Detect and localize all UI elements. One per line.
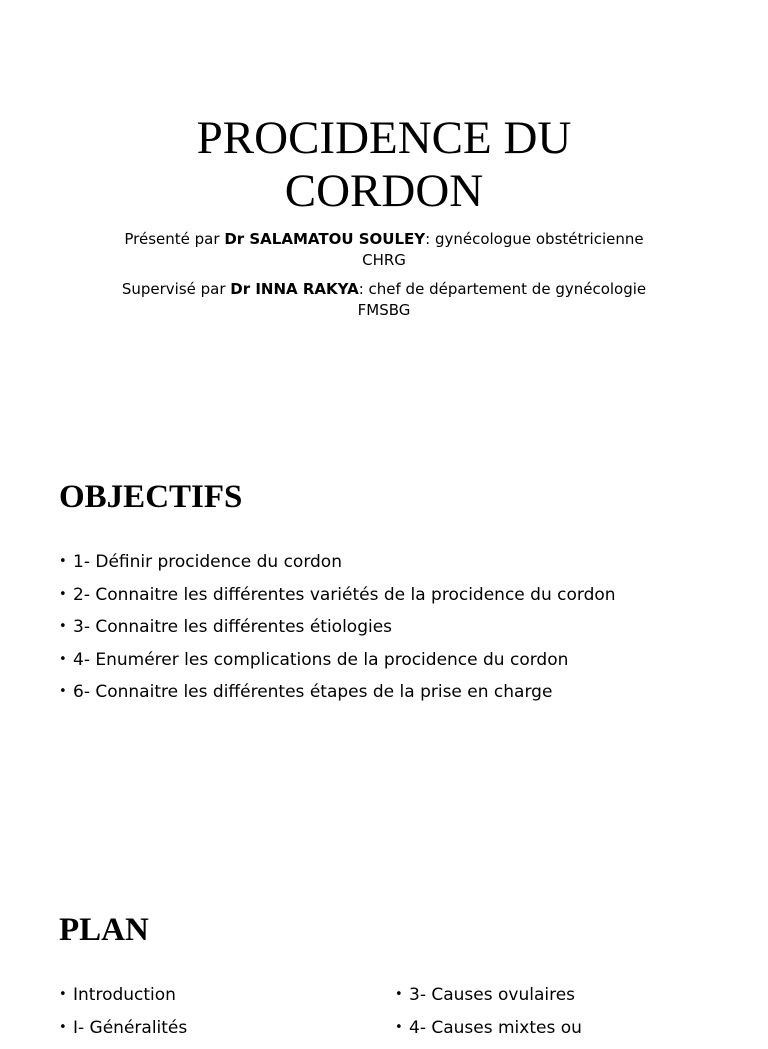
list-item-text: 3- Connaitre les différentes étiologies bbox=[73, 617, 392, 637]
list-item bbox=[59, 584, 616, 617]
presenter-role: : gynécologue obstétricienne bbox=[425, 230, 643, 248]
bullet-icon: • bbox=[395, 984, 403, 1005]
presentation-title bbox=[0, 112, 768, 218]
list-item-text: 2- Connaitre les différentes variétés de la procidence du cordon bbox=[73, 585, 616, 605]
presenter-credit bbox=[84, 229, 684, 271]
plan-list-right bbox=[395, 984, 582, 1049]
list-item bbox=[59, 616, 616, 649]
bullet-icon: • bbox=[59, 649, 67, 670]
title-line-1: PROCIDENCE DU bbox=[197, 112, 572, 164]
bullet-icon: • bbox=[59, 584, 67, 605]
list-item bbox=[59, 649, 616, 682]
supervisor-role: : chef de département de gynécologie bbox=[359, 280, 646, 298]
list-item-text: 4- Causes mixtes ou bbox=[409, 1018, 582, 1038]
objectifs-heading: OBJECTIFS bbox=[59, 477, 242, 517]
list-item bbox=[395, 1017, 582, 1049]
supervisor-affiliation: FMSBG bbox=[358, 301, 411, 319]
bullet-icon: • bbox=[59, 984, 67, 1005]
list-item bbox=[59, 551, 616, 584]
bullet-icon: • bbox=[59, 1017, 67, 1038]
supervisor-credit bbox=[84, 279, 684, 321]
list-item bbox=[59, 681, 616, 714]
supervisor-prefix: Supervisé par bbox=[122, 280, 230, 298]
presenter-prefix: Présenté par bbox=[124, 230, 224, 248]
supervisor-name: Dr INNA RAKYA bbox=[230, 280, 358, 298]
plan-heading: PLAN bbox=[59, 910, 149, 950]
bullet-icon: • bbox=[395, 1017, 403, 1038]
list-item-text: 1- Définir procidence du cordon bbox=[73, 552, 342, 572]
presenter-affiliation: CHRG bbox=[362, 251, 406, 269]
list-item-text: Introduction bbox=[73, 985, 176, 1005]
list-item-text: I- Généralités bbox=[73, 1018, 187, 1038]
title-line-2: CORDON bbox=[285, 165, 483, 217]
list-item-text: 4- Enumérer les complications de la procidence du cordon bbox=[73, 650, 568, 670]
list-item bbox=[395, 984, 582, 1017]
list-item bbox=[59, 1017, 187, 1049]
plan-list-left bbox=[59, 984, 187, 1049]
objectifs-list bbox=[59, 551, 616, 714]
bullet-icon: • bbox=[59, 551, 67, 572]
list-item-text: 3- Causes ovulaires bbox=[409, 985, 575, 1005]
title-slide bbox=[0, 0, 768, 420]
list-item-text: 6- Connaitre les différentes étapes de la prise en charge bbox=[73, 682, 552, 702]
bullet-icon: • bbox=[59, 681, 67, 702]
presenter-name: Dr SALAMATOU SOULEY bbox=[224, 230, 425, 248]
list-item bbox=[59, 984, 187, 1017]
bullet-icon: • bbox=[59, 616, 67, 637]
